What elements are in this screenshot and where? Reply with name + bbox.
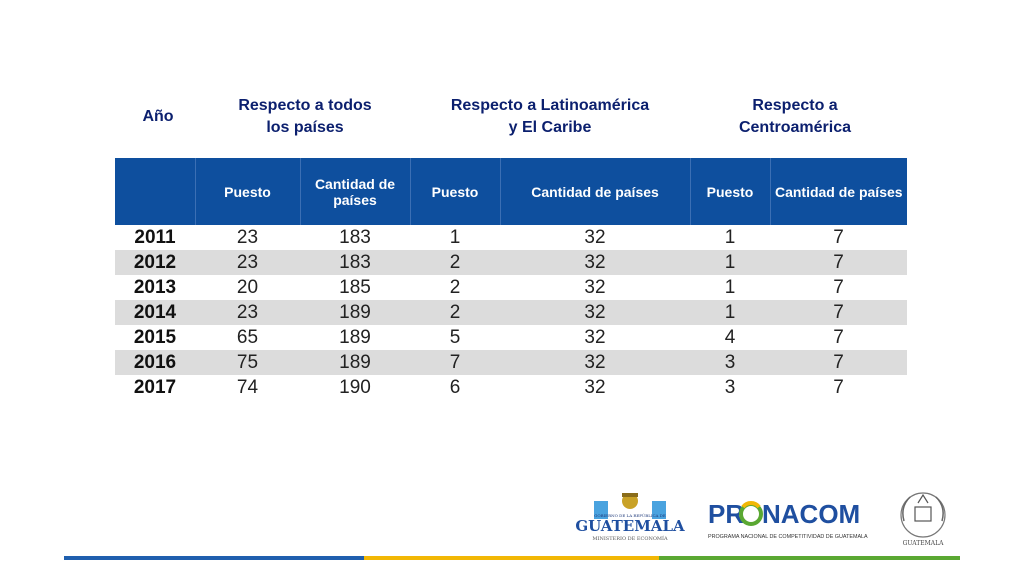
table-row — [115, 275, 907, 300]
column-header — [115, 158, 195, 225]
table-cell: 65 — [236, 327, 259, 348]
table-cell: 189 — [300, 350, 410, 375]
column-header: Cantidad de países — [770, 158, 907, 225]
table-cell: 74 — [236, 377, 259, 398]
pronacom-logo — [706, 495, 876, 545]
table-cell: 5 — [449, 327, 461, 348]
table-cell: 7 — [410, 350, 500, 375]
year-cell: 2017 — [133, 377, 177, 398]
bottom-bar-blue — [64, 556, 364, 560]
pronacom-name-end: NACOM — [762, 499, 861, 529]
ranking-table — [115, 158, 907, 400]
table-cell: 2 — [410, 250, 500, 275]
column-header: Puesto — [690, 158, 770, 225]
table-cell: 1 — [449, 227, 461, 248]
table-cell: 7 — [833, 227, 844, 248]
guatemala-logo-sub: MINISTERIO DE ECONOMÍA — [592, 536, 668, 542]
table-cell: 183 — [300, 250, 410, 275]
table-cell: 32 — [500, 350, 690, 375]
table-cell: 4 — [724, 327, 736, 348]
year-column-header: Año — [142, 108, 174, 125]
table-cell: 32 — [584, 327, 606, 348]
table-cell: 2 — [449, 277, 461, 298]
table-cell: 7 — [833, 377, 844, 398]
column-header: Cantidad de países — [300, 158, 410, 225]
header-latin-america: Respecto a Latinoamérica y El Caribe — [450, 97, 650, 136]
table-cell: 23 — [236, 227, 259, 248]
table-cell: 7 — [770, 350, 907, 375]
guatemala-logo-top-text: GOBIERNO DE LA REPÚBLICA DE — [594, 513, 666, 518]
table-cell: 7 — [770, 300, 907, 325]
year-cell: 2011 — [134, 227, 176, 248]
table-row — [115, 250, 907, 275]
guatemala-logo-name: GUATEMALA — [575, 517, 685, 535]
table-cell: 23 — [195, 300, 300, 325]
table-cell: 75 — [195, 350, 300, 375]
table-cell: 6 — [449, 377, 461, 398]
table-cell: 189 — [339, 327, 371, 348]
table-cell: 183 — [339, 227, 371, 248]
table-row — [115, 325, 907, 350]
table-row — [115, 350, 907, 375]
table-cell: 7 — [833, 277, 844, 298]
table-cell: 1 — [724, 277, 736, 298]
year-cell: 2014 — [115, 300, 195, 325]
pronacom-name-start: PR — [708, 499, 745, 529]
table-cell: 32 — [584, 277, 606, 298]
column-header: Puesto — [195, 158, 300, 225]
table-cell: 1 — [724, 227, 736, 248]
seal-text: GUATEMALA — [902, 540, 944, 547]
table-cell: 3 — [690, 350, 770, 375]
bottom-bar-green — [659, 556, 960, 560]
guatemala-government-logo — [575, 487, 685, 545]
table-cell: 7 — [770, 250, 907, 275]
table-cell: 32 — [584, 377, 606, 398]
table-row — [115, 300, 907, 325]
table-cell: 189 — [300, 300, 410, 325]
table-cell: 1 — [690, 300, 770, 325]
table-cell: 7 — [833, 327, 844, 348]
table-cell: 20 — [236, 277, 259, 298]
header-central-america: Respecto a Centroamérica — [738, 97, 852, 136]
table-cell: 32 — [584, 227, 606, 248]
pronacom-subtitle: PROGRAMA NACIONAL DE COMPETITIVIDAD DE GUATEMALA — [708, 534, 868, 540]
table-cell: 2 — [410, 300, 500, 325]
table-cell: 3 — [724, 377, 736, 398]
guatemala-seal-logo — [890, 485, 956, 549]
table-cell: 32 — [500, 250, 690, 275]
year-cell: 2015 — [133, 327, 177, 348]
table-row — [115, 375, 907, 400]
column-header: Cantidad de países — [500, 158, 690, 225]
table-cell: 190 — [339, 377, 371, 398]
table-cell: 185 — [339, 277, 371, 298]
year-cell: 2012 — [115, 250, 195, 275]
column-header: Puesto — [410, 158, 500, 225]
table-cell: 32 — [500, 300, 690, 325]
year-cell: 2016 — [115, 350, 195, 375]
bottom-bar-yellow — [364, 556, 659, 560]
table-header-row — [115, 158, 907, 225]
table-cell: 23 — [195, 250, 300, 275]
header-all-countries: Respecto a todos los países — [238, 97, 372, 136]
table-row — [115, 225, 907, 250]
table-cell: 1 — [690, 250, 770, 275]
year-cell: 2013 — [133, 277, 177, 298]
